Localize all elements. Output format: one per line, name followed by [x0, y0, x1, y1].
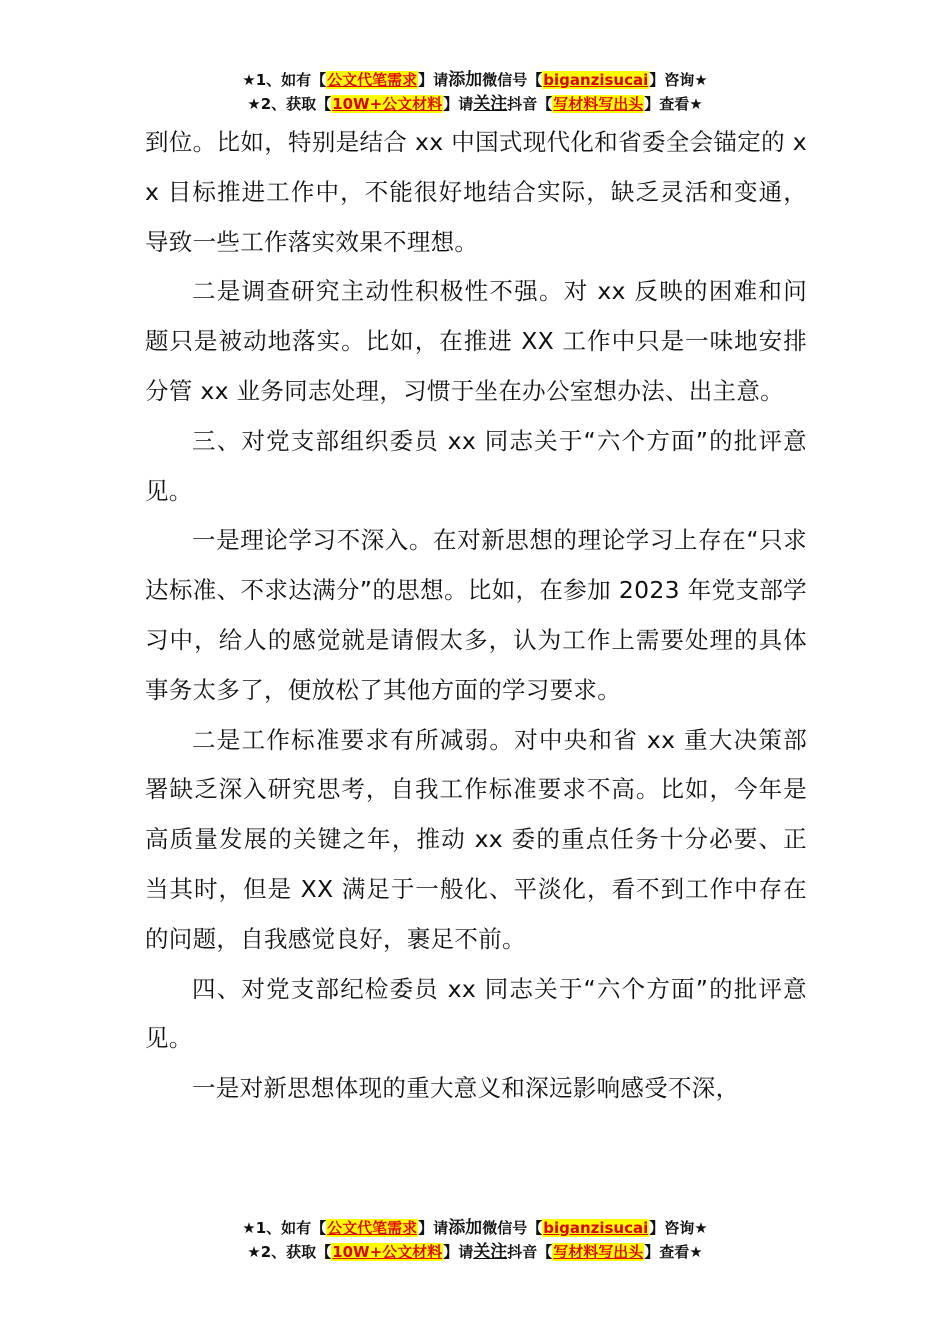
banner-text: 微信号【 [482, 1219, 543, 1237]
banner-highlight: biganzisucai [543, 1219, 649, 1237]
banner-emphasis: 添加 [448, 70, 483, 90]
banner-text: 】请 [418, 71, 449, 89]
paragraph: 一是理论学习不深入。在对新思想的理论学习上存在“只求达标准、不求达满分”的思想。比如，在参加 2023 年党支部学习中，给人的感觉就是请假太多，认为工作上需要处理的具体事务太多了，便放松了其他方面的学习要求。 [145, 526, 807, 704]
banner-text: 】请 [443, 1243, 474, 1261]
banner-highlight: 公文代笔需求 [327, 1219, 418, 1237]
document-body [145, 118, 807, 1114]
banner-highlight: 公文代笔需求 [327, 71, 418, 89]
banner-text: 】咨询★ [649, 1219, 708, 1237]
banner-text: ★2、获取【 [247, 95, 332, 113]
banner-text: 微信号【 [482, 71, 543, 89]
banner-text: 】咨询★ [649, 71, 708, 89]
banner-line-2 [0, 1240, 950, 1264]
banner-line-1 [0, 1216, 950, 1240]
banner-text: ★1、如有【 [242, 71, 327, 89]
section-heading: 三、对党支部组织委员 xx 同志关于“六个方面”的批评意见。 [145, 426, 807, 505]
paragraph: 二是工作标准要求有所减弱。对中央和省 xx 重大决策部署缺乏深入研究思考，自我工作标准要求不高。比如，今年是高质量发展的关键之年，推动 xx 委的重点任务十分必要、正当其时，但是 XX 满足于一般化、平淡化，看不到工作中存在的问题，自我感觉良好，裹足不前。 [145, 725, 807, 953]
banner-text: 】查看★ [644, 95, 703, 113]
banner-highlight: 10W+公文材料 [332, 95, 443, 113]
banner-text: 抖音【 [507, 1243, 553, 1261]
footer-banner [0, 1216, 950, 1264]
banner-text: 】请 [418, 1219, 449, 1237]
banner-emphasis: 关注 [473, 1242, 508, 1262]
banner-text: 】请 [443, 95, 474, 113]
banner-emphasis: 关注 [473, 94, 508, 114]
banner-text: ★2、获取【 [247, 1243, 332, 1261]
banner-emphasis: 添加 [448, 1218, 483, 1238]
banner-text: 】查看★ [644, 1243, 703, 1261]
paragraph: 到位。比如，特别是结合 xx 中国式现代化和省委全会锚定的 xx 目标推进工作中，不能很好地结合实际，缺乏灵活和变通，导致一些工作落实效果不理想。 [145, 128, 807, 256]
banner-highlight: 写材料写出头 [553, 95, 644, 113]
section-heading: 四、对党支部纪检委员 xx 同志关于“六个方面”的批评意见。 [145, 974, 807, 1053]
banner-text: ★1、如有【 [242, 1219, 327, 1237]
banner-highlight: 10W+公文材料 [332, 1243, 443, 1261]
paragraph: 一是对新思想体现的重大意义和深远影响感受不深， [192, 1074, 740, 1103]
banner-line-1 [0, 68, 950, 92]
header-banner [0, 68, 950, 116]
banner-highlight: biganzisucai [543, 71, 649, 89]
banner-line-2 [0, 92, 950, 116]
paragraph: 二是调查研究主动性积极性不强。对 xx 反映的困难和问题只是被动地落实。比如，在推进 XX 工作中只是一味地安排分管 xx 业务同志处理，习惯于坐在办公室想办法、出主意。 [145, 277, 807, 405]
banner-highlight: 写材料写出头 [553, 1243, 644, 1261]
banner-text: 抖音【 [507, 95, 553, 113]
